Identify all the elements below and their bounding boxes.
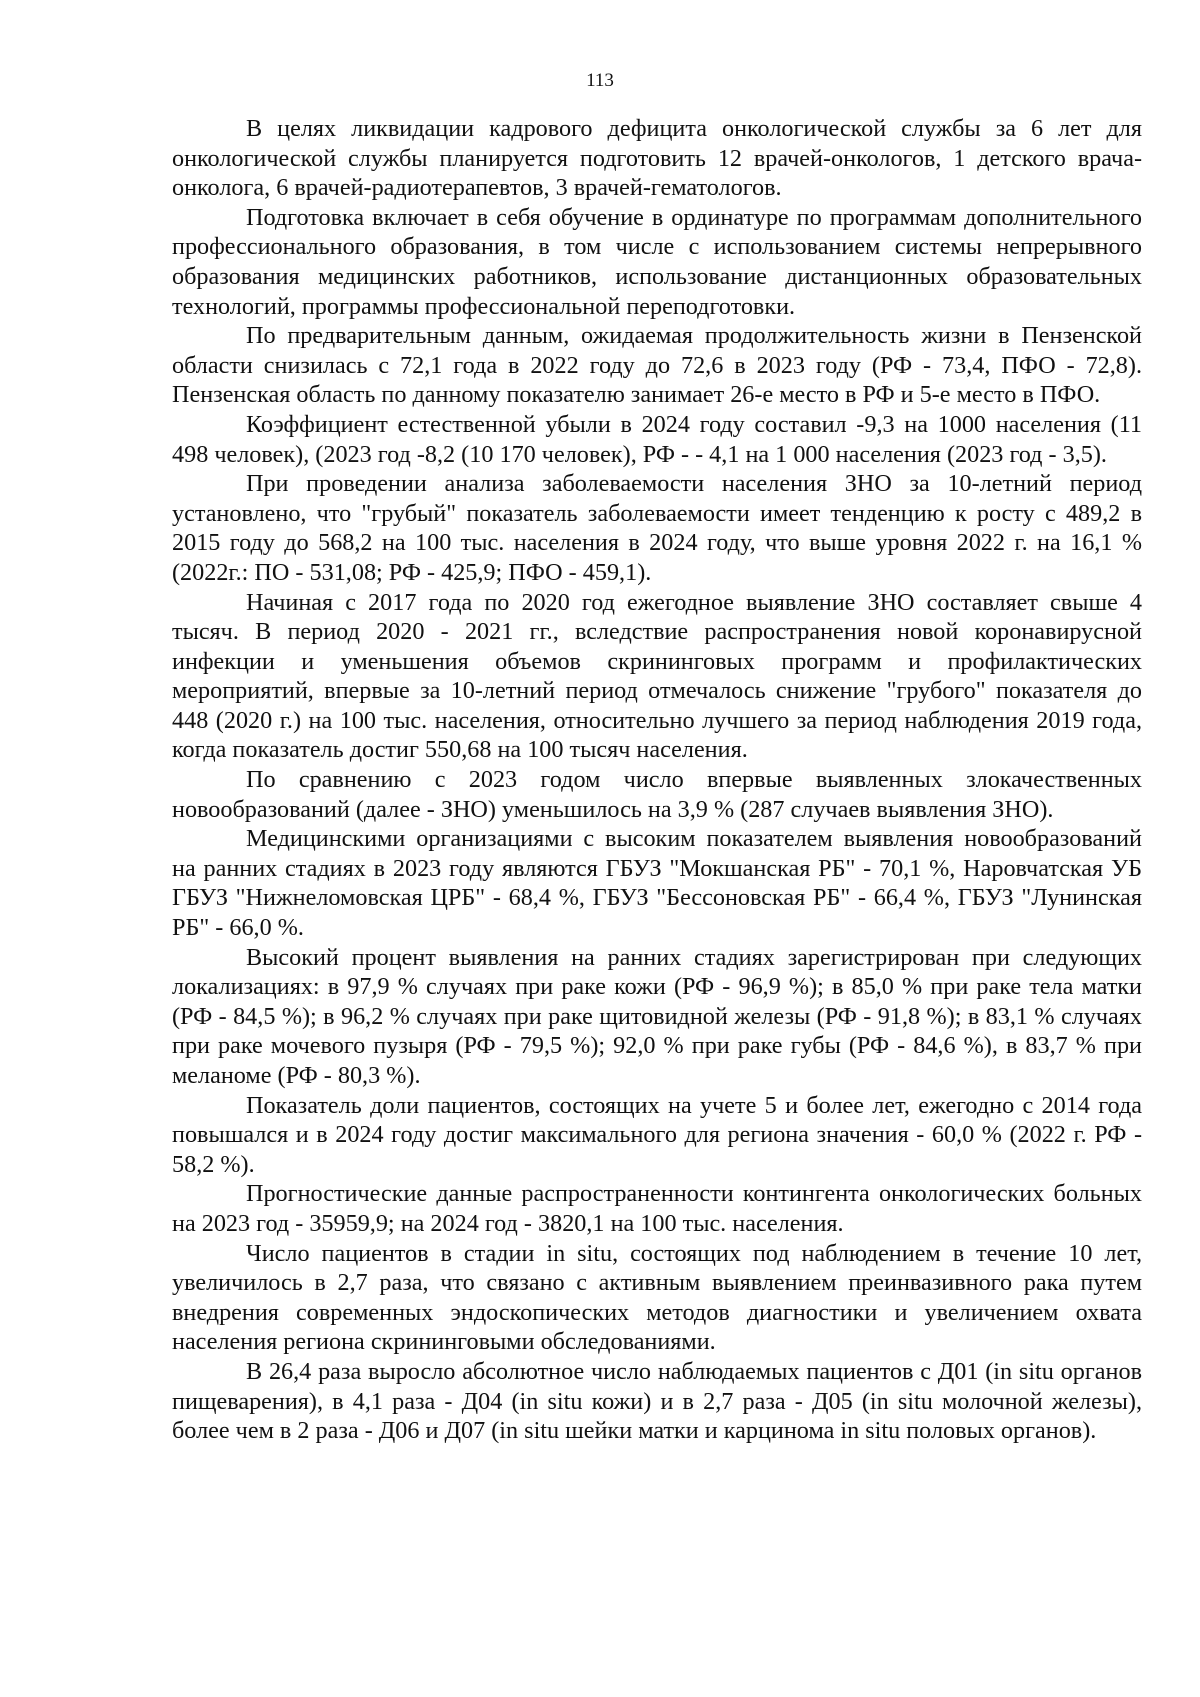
- paragraph-natural-decline: Коэффициент естественной убыли в 2024 году составил -9,3 на 1000 населения (11 498 человек), (2023 год -8,2 (10 170 человек), РФ - - 4,1 на 1 000 населения (2023 год - 3,5).: [172, 410, 1142, 468]
- paragraph-life-expectancy: По предварительным данным, ожидаемая продолжительность жизни в Пензенской области снизилась с 72,1 года в 2022 году до 72,6 в 2023 году (РФ - 73,4, ПФО - 72,8). Пензенская область по данному показателю занимает 26-е место в РФ и 5-е место в ПФО.: [172, 322, 1142, 409]
- paragraph-comparison-2023: По сравнению с 2023 годом число впервые выявленных злокачественных новообразований (далее - ЗНО) уменьшилось на 3,9 % (287 случаев выявления ЗНО).: [172, 766, 1142, 823]
- document-body: [172, 114, 1142, 1446]
- paragraph-training-programs: Подготовка включает в себя обучение в ординатуре по программам дополнительного профессионального образования, в том числе с использованием системы непрерывного образования медицинских работников, использование дистанционных образовательных технологий, программы профессиональной переподготовки.: [172, 203, 1142, 320]
- paragraph-five-year-patients: Показатель доли пациентов, состоящих на учете 5 и более лет, ежегодно с 2014 года повышался и в 2024 году достиг максимального для региона значения - 60,0 % (2022 г. РФ - 58,2 %).: [172, 1091, 1142, 1178]
- paragraph-annual-detection: Начиная с 2017 года по 2020 год ежегодное выявление ЗНО составляет свыше 4 тысяч. В период 2020 - 2021 гг., вследствие распространения новой коронавирусной инфекции и уменьшения объемов скрининговых программ и профилактических мероприятий, впервые за 10-летний период отмечалось снижение "грубого" показателя до 448 (2020 г.) на 100 тыс. населения, относительно лучшего за период наблюдения 2019 года, когда показатель достиг 550,68 на 100 тысяч населения.: [172, 588, 1142, 764]
- paragraph-in-situ-patients: Число пациентов в стадии in situ, состоящих под наблюдением в течение 10 лет, увеличилось в 2,7 раза, что связано с активным выявлением преинвазивного рака путем внедрения современных эндоскопических методов диагностики и увеличением охвата населения региона скрининговыми обследованиями.: [172, 1239, 1142, 1356]
- paragraph-staff-training-plan: В целях ликвидации кадрового дефицита онкологической службы за 6 лет для онкологической службы планируется подготовить 12 врачей-онкологов, 1 детского врача-онколога, 6 врачей-радиотерапевтов, 3 врачей-гематологов.: [172, 115, 1142, 202]
- paragraph-early-detection-localizations: Высокий процент выявления на ранних стадиях зарегистрирован при следующих локализациях: в 97,9 % случаях при раке кожи (РФ - 96,9 %); в 85,0 % при раке тела матки (РФ - 84,5 %); в 96,2 % случаях при раке щитовидной железы (РФ - 91,8 %); в 83,1 % случаях при раке мочевого пузыря (РФ - 79,5 %); 92,0 % при раке губы (РФ - 84,6 %), в 83,7 % при меланоме (РФ - 80,3 %).: [172, 943, 1142, 1089]
- paragraph-in-situ-growth: В 26,4 раза выросло абсолютное число наблюдаемых пациентов с Д01 (in situ органов пищеварения), в 4,1 раза - Д04 (in situ кожи) и в 2,7 раза - Д05 (in situ молочной железы), более чем в 2 раза - Д06 и Д07 (in situ шейки матки и карцинома in situ половых органов).: [172, 1357, 1142, 1445]
- paragraph-prevalence-forecast: Прогностические данные распространенности контингента онкологических больных на 2023 год - 35959,9; на 2024 год - 3820,1 на 100 тыс. населения.: [172, 1180, 1142, 1237]
- page-number: 113: [586, 70, 614, 91]
- paragraph-incidence-analysis: При проведении анализа заболеваемости населения ЗНО за 10-летний период установлено, что "грубый" показатель заболеваемости имеет тенденцию к росту с 489,2 в 2015 году до 568,2 на 100 тыс. населения в 2024 году, что выше уровня 2022 г. на 16,1 % (2022г.: ПО - 531,08; РФ - 425,9; ПФО - 459,1).: [172, 470, 1142, 586]
- paragraph-early-detection-organizations: Медицинскими организациями с высоким показателем выявления новообразований на ранних стадиях в 2023 году являются ГБУЗ "Мокшанская РБ" - 70,1 %, Наровчатская УБ ГБУЗ "Нижнеломовская ЦРБ" - 68,4 %, ГБУЗ "Бессоновская РБ" - 66,4 %, ГБУЗ "Лунинская РБ" - 66,0 %.: [172, 825, 1142, 942]
